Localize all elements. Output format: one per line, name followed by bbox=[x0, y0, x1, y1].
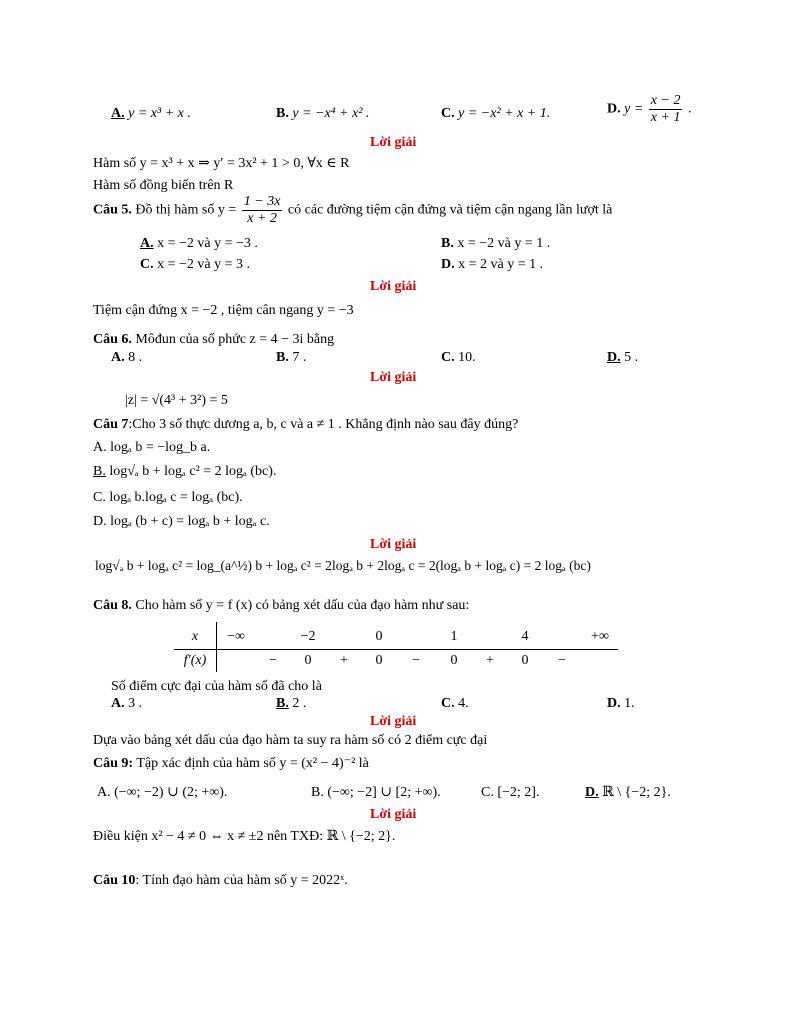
sign-table-cell: 0 bbox=[375, 629, 383, 644]
q7-label: Câu 7 bbox=[93, 417, 129, 432]
q10-stem bbox=[93, 872, 348, 890]
q4-option-d-denominator: x + 1 bbox=[650, 110, 681, 125]
q7-option-b-label: B. bbox=[93, 464, 106, 479]
q7-option-a: A. logₐ b = −log_b a. bbox=[93, 440, 211, 455]
q8-label: Câu 8. bbox=[93, 598, 132, 613]
sign-table-cell: 0 bbox=[304, 653, 312, 668]
q5-option-c bbox=[140, 256, 250, 274]
sign-table-cell: 1 bbox=[450, 629, 458, 644]
q5-numerator: 1 − 3x bbox=[243, 194, 281, 209]
q6-option-a-text: 8 . bbox=[128, 350, 143, 365]
q4-option-a-text: y = x³ + x . bbox=[128, 106, 191, 121]
q4-option-c bbox=[441, 105, 550, 123]
q8-option-d-text: 1. bbox=[624, 696, 635, 711]
q4-option-d-pre: y = bbox=[624, 101, 644, 117]
q5-option-b-label: B. bbox=[441, 236, 454, 251]
q9-option-d bbox=[585, 784, 671, 802]
q9-solution: Điều kiện x² − 4 ≠ 0 ⇔ x ≠ ±2 nên TXĐ: ℝ \ {−2; 2}. bbox=[93, 829, 396, 844]
q10-text: : Tính đạo hàm của hàm số y = 2022ˣ. bbox=[135, 873, 348, 888]
sign-table-cell: −∞ bbox=[227, 629, 245, 644]
q7-option-b bbox=[93, 463, 276, 481]
q4-option-b-text: y = −x⁴ + x² . bbox=[292, 106, 370, 121]
q4-option-d-post: . bbox=[687, 101, 692, 117]
q4-option-b-label: B. bbox=[276, 106, 289, 121]
sign-table-row-fprime bbox=[174, 649, 618, 673]
sign-table-cell: − bbox=[412, 653, 420, 668]
q6-option-b-text: 7 . bbox=[292, 350, 307, 365]
q6-option-d-label: D. bbox=[607, 350, 621, 365]
q8-option-c bbox=[441, 695, 469, 713]
q5-solution: Tiệm cận đứng x = −2 , tiệm cân ngang y = −3 bbox=[93, 303, 354, 318]
q9-text: Tập xác định của hàm số y = (x² − 4)⁻² là bbox=[136, 756, 369, 771]
q5-option-b bbox=[441, 235, 550, 253]
q6-text: Môđun của số phức z = 4 − 3i bằng bbox=[135, 332, 335, 347]
q6-solution-title: Lời giải bbox=[370, 370, 417, 385]
q6-label: Câu 6. bbox=[93, 332, 132, 347]
q4-solution-line-2: Hàm số đồng biến trên R bbox=[93, 178, 234, 193]
q8-solution-title: Lời giải bbox=[370, 714, 417, 729]
q5-option-a-text: x = −2 và y = −3 . bbox=[157, 236, 258, 251]
q6-option-a bbox=[111, 349, 142, 367]
q4-option-a-label: A. bbox=[111, 106, 125, 121]
q5-option-b-text: x = −2 và y = 1 . bbox=[457, 236, 551, 251]
q7-option-c: C. logₐ b.logₐ c = logₐ (bc). bbox=[93, 490, 243, 505]
q5-stem bbox=[93, 194, 612, 227]
q5-solution-title: Lời giải bbox=[370, 279, 417, 294]
q8-option-a bbox=[111, 695, 142, 713]
q4-option-d bbox=[607, 93, 691, 126]
q8-stem bbox=[93, 597, 469, 615]
q5-option-c-label: C. bbox=[140, 257, 154, 272]
q4-option-d-numerator: x − 2 bbox=[650, 93, 681, 108]
sign-table-header-x: x bbox=[191, 629, 199, 644]
q10-label: Câu 10 bbox=[93, 873, 136, 888]
sign-table-cell: 0 bbox=[521, 653, 529, 668]
q7-option-b-text: log√ₐ b + logₐ c² = 2 logₐ (bc). bbox=[105, 464, 277, 479]
q6-option-a-label: A. bbox=[111, 350, 125, 365]
q8-option-c-label: C. bbox=[441, 696, 455, 711]
sign-table-cell: −2 bbox=[300, 629, 316, 644]
q6-option-d bbox=[607, 349, 638, 367]
q9-option-c: C. [−2; 2]. bbox=[481, 785, 540, 800]
q8-solution: Dựa vào bảng xét dấu của đạo hàm ta suy ra hàm số có 2 điểm cực đại bbox=[93, 733, 488, 748]
q8-question: Số điểm cực đại của hàm số đã cho là bbox=[111, 679, 322, 694]
sign-table-cell: 0 bbox=[450, 653, 458, 668]
sign-table-row-x bbox=[174, 625, 618, 649]
q4-option-c-label: C. bbox=[441, 106, 455, 121]
sign-table-cell: 0 bbox=[375, 653, 383, 668]
q6-option-c-text: 10. bbox=[458, 350, 476, 365]
q4-solution-line-1: Hàm số y = x³ + x ⇒ y′ = 3x² + 1 > 0, ∀x ∈ R bbox=[93, 156, 350, 171]
sign-table-cell: − bbox=[558, 653, 566, 668]
q5-denominator: x + 2 bbox=[247, 211, 277, 226]
q6-option-d-text: 5 . bbox=[624, 350, 639, 365]
q9-solution-title: Lời giải bbox=[370, 807, 417, 822]
q9-option-b: B. (−∞; −2] ∪ [2; +∞). bbox=[311, 785, 441, 800]
q8-option-b-text: 2 . bbox=[292, 696, 307, 711]
q8-text: Cho hàm số y = f (x) có bảng xét dấu của đạo hàm như sau: bbox=[135, 598, 470, 613]
sign-table-cell: + bbox=[486, 653, 494, 668]
q5-option-a-label: A. bbox=[140, 236, 154, 251]
q5-option-d bbox=[441, 256, 543, 274]
q4-solution-title: Lời giải bbox=[370, 135, 417, 150]
sign-table-cell: +∞ bbox=[591, 629, 609, 644]
q5-option-c-text: x = −2 và y = 3 . bbox=[157, 257, 251, 272]
sign-table-cell: + bbox=[340, 653, 348, 668]
q8-option-d-label: D. bbox=[607, 696, 621, 711]
q6-option-c bbox=[441, 349, 476, 367]
q5-option-a bbox=[140, 235, 258, 253]
q7-solution-title: Lời giải bbox=[370, 537, 417, 552]
q5-fraction bbox=[242, 194, 283, 227]
sign-table-header-fprime: f′(x) bbox=[183, 653, 207, 668]
q8-option-b bbox=[276, 695, 306, 713]
q9-option-d-label: D. bbox=[585, 785, 599, 800]
q9-label: Câu 9: bbox=[93, 756, 134, 771]
q7-text: :Cho 3 số thực dương a, b, c và a ≠ 1 . Khẳng định nào sau đây đúng? bbox=[128, 417, 519, 432]
q8-option-a-text: 3 . bbox=[128, 696, 143, 711]
q9-option-d-text: ℝ \ {−2; 2}. bbox=[602, 785, 671, 800]
q4-option-b bbox=[276, 105, 369, 123]
q9-stem bbox=[93, 755, 369, 773]
q6-option-b-label: B. bbox=[276, 350, 289, 365]
q8-option-d bbox=[607, 695, 635, 713]
q8-option-a-label: A. bbox=[111, 696, 125, 711]
sign-table-cell: 4 bbox=[521, 629, 529, 644]
q8-option-c-text: 4. bbox=[458, 696, 469, 711]
q7-stem bbox=[93, 416, 518, 434]
q8-option-b-label: B. bbox=[276, 696, 289, 711]
q4-option-d-fraction bbox=[649, 93, 683, 126]
q6-stem bbox=[93, 331, 334, 349]
q4-option-a bbox=[111, 105, 191, 123]
q5-text-pre: Đồ thị hàm số y = bbox=[135, 202, 237, 218]
q9-option-a: A. (−∞; −2) ∪ (2; +∞). bbox=[97, 785, 228, 800]
sign-table bbox=[174, 625, 618, 673]
q5-option-d-label: D. bbox=[441, 257, 455, 272]
q7-option-d: D. logₐ (b + c) = logₐ b + logₐ c. bbox=[93, 514, 270, 529]
q7-solution: log√ₐ b + logₐ c² = log_(a^½) b + logₐ c² = 2logₐ b + 2logₐ c = 2(logₐ b + logₐ c) = 2 logₐ (bc) bbox=[95, 558, 591, 573]
q5-label: Câu 5. bbox=[93, 202, 132, 218]
q6-option-b bbox=[276, 349, 306, 367]
q5-option-d-text: x = 2 và y = 1 . bbox=[458, 257, 544, 272]
sign-table-cell: − bbox=[269, 653, 277, 668]
q4-option-d-label: D. bbox=[607, 101, 621, 117]
q4-option-c-text: y = −x² + x + 1. bbox=[458, 106, 551, 121]
q6-option-c-label: C. bbox=[441, 350, 455, 365]
q5-text-post: có các đường tiệm cận đứng và tiệm cận ngang lần lượt là bbox=[287, 202, 613, 218]
q6-solution: |z| = √(4³ + 3²) = 5 bbox=[125, 393, 228, 408]
